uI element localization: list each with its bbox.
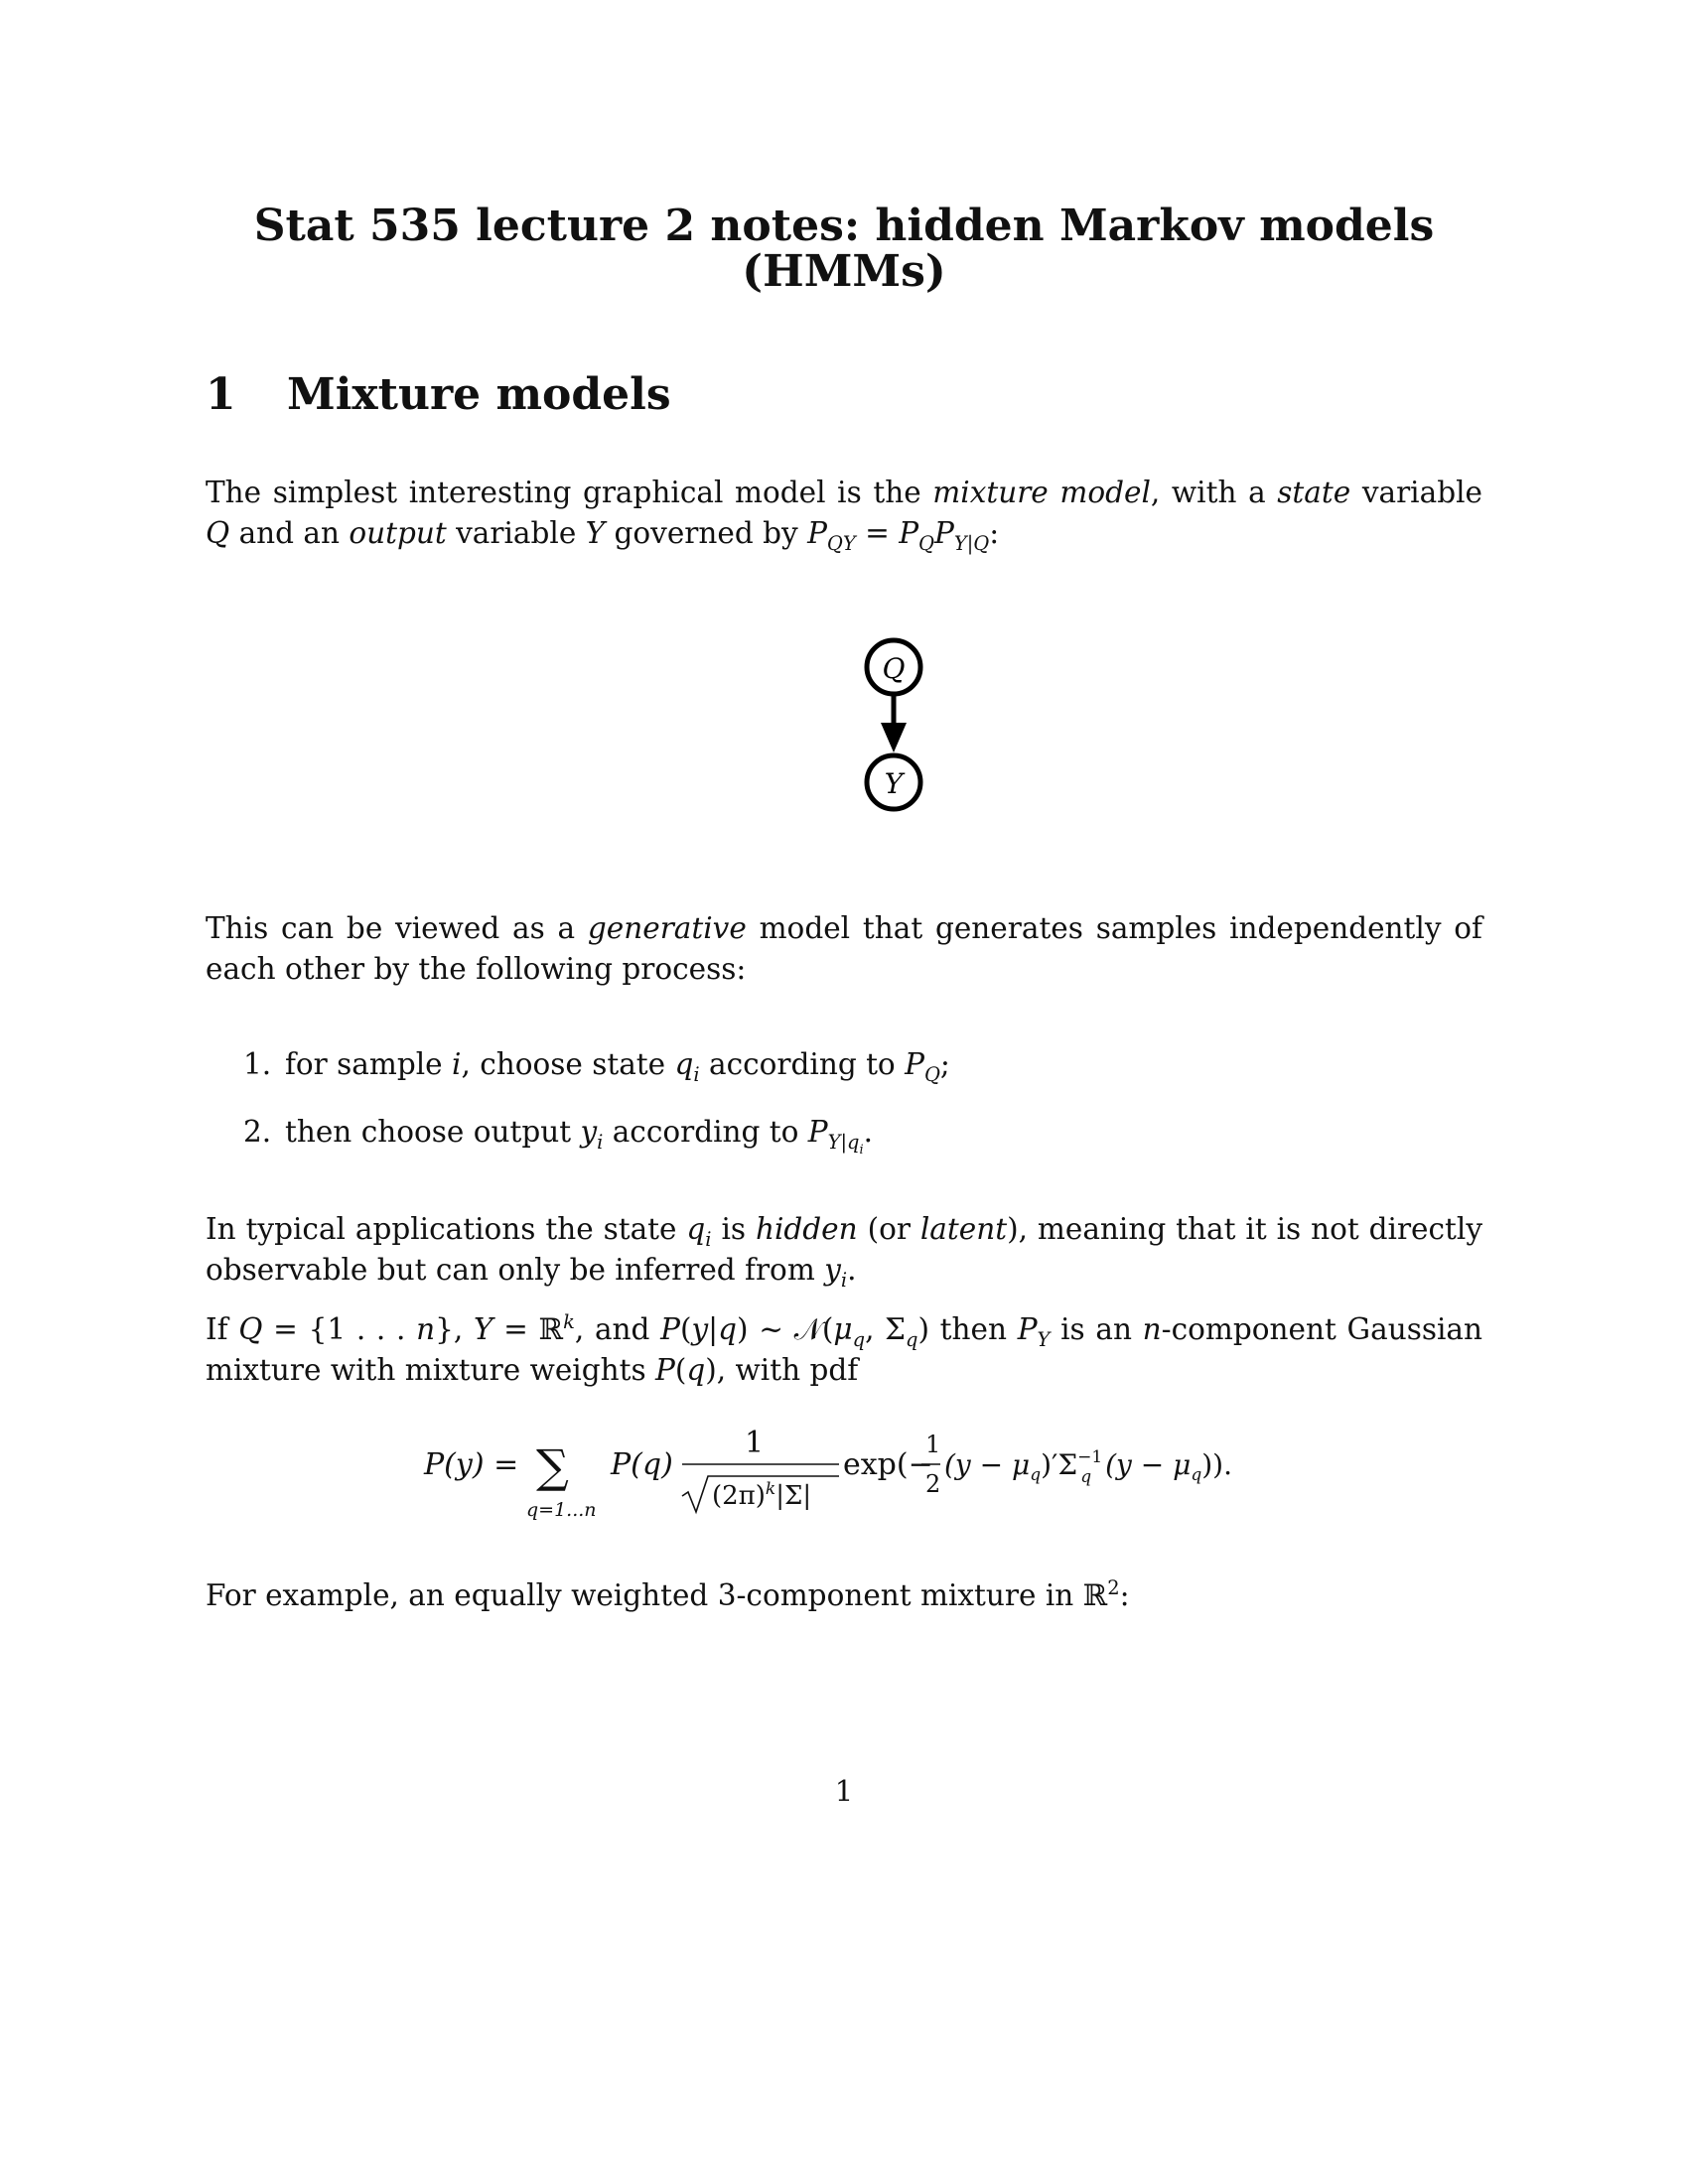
arrowhead-icon (881, 723, 907, 752)
section-title: Mixture models (287, 369, 671, 420)
text: . (847, 1253, 857, 1287)
eq-pq: P(q) (611, 1447, 673, 1482)
document-title (0, 201, 1688, 297)
text: , with a (1150, 476, 1278, 509)
page-number: 1 (834, 1774, 854, 1808)
text: model that generates samples independently of each other by the following process: (206, 911, 1482, 986)
node-q-label: Q (882, 652, 906, 685)
text: The simplest interesting graphical model is the (206, 476, 933, 509)
emphasis: mixture model (932, 476, 1151, 509)
list-item (243, 1112, 874, 1158)
eq-sum-sub: q=1...n (526, 1499, 597, 1521)
math-var: $y_i$ (824, 1253, 848, 1292)
title-line-1: Stat 535 lecture 2 notes: hidden Markov models (253, 201, 1435, 251)
list-text: for sample i, choose state $q_i$ according to $P_Q$; (285, 1047, 950, 1086)
list-text: then choose output $y_i$ according to $P_{Y|q_i}$. (285, 1115, 874, 1158)
text: ), meaning that it is not directly observable but can only be inferred from (206, 1212, 1482, 1287)
formula-joint: $P_{QY} = P_QP_{Y|Q}$ (807, 516, 990, 555)
eq-lhs: P(y) = (424, 1447, 519, 1482)
section-number: 1 (206, 369, 236, 420)
text: This can be viewed as a (206, 911, 588, 945)
list-item (243, 1044, 950, 1085)
paragraph-generative (206, 908, 1482, 990)
mixture-pdf-equation (422, 1425, 1276, 1534)
emphasis: generative (587, 911, 747, 945)
list-label: 2. (243, 1115, 272, 1149)
text: variable (1350, 476, 1482, 509)
eq-frac-den: $(2\pi)^k|\Sigma|$ (712, 1479, 812, 1511)
emphasis: output (349, 516, 447, 550)
node-y-label: Y (884, 767, 904, 800)
text: and an (229, 516, 350, 550)
paragraph-example: For example, an equally weighted 3-component mixture in ℝ$^2$: (206, 1576, 1130, 1612)
text: In typical applications the state (206, 1212, 687, 1246)
text: variable (446, 516, 586, 550)
text: governed by (605, 516, 808, 550)
text: (or (857, 1212, 920, 1246)
emphasis: hidden (755, 1212, 858, 1246)
text: is (711, 1212, 756, 1246)
math-var: $q_i$ (686, 1212, 712, 1251)
list-label: 1. (243, 1047, 272, 1081)
eq-exp: exp(− (843, 1447, 933, 1482)
section-heading (206, 369, 671, 420)
graphical-model-diagram (854, 635, 933, 824)
title-line-2: (HMMs) (742, 246, 946, 297)
math-var: Y (585, 516, 606, 550)
sum-icon: ∑ (536, 1439, 569, 1493)
paragraph-mixture-intro: The simplest interesting graphical model is the mixture model, with a state variable Q and an output variable Y governed by $P_{QY} = P_QP_{Y|Q}$: (206, 476, 1482, 555)
eq-rest: $(y - \mu_q)'\Sigma^{-1}$ q $(y - \mu_q)$). (944, 1447, 1232, 1487)
paragraph-hidden (206, 1209, 1482, 1291)
eq-frac-num: 1 (745, 1426, 765, 1460)
eq-half-den: 2 (925, 1470, 941, 1498)
eq-half-num: 1 (925, 1431, 941, 1458)
paragraph-gaussian: If Q = {1 . . . n}, Y = ℝ$^k$, and P(y|q) ∼ $𝒩(\mu_q$, $\Sigma_q$) then $P_Y$ is an n-component Gaussian mixture with mixture weights P(q), with pdf (206, 1310, 1482, 1387)
emphasis: state (1277, 476, 1351, 509)
math-var: Q (206, 516, 230, 550)
emphasis: latent (919, 1212, 1008, 1246)
